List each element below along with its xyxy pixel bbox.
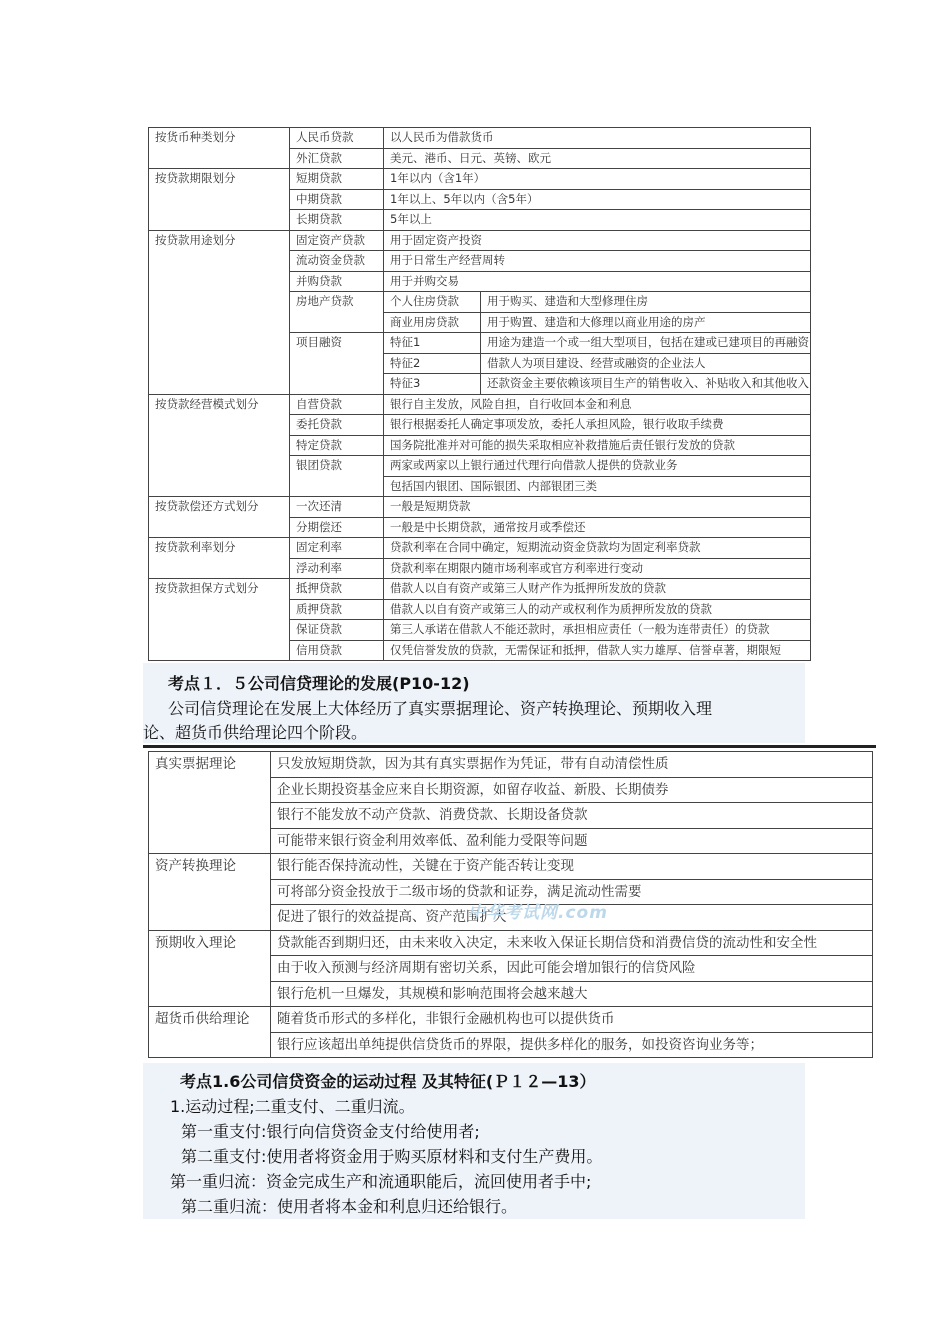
type-cell: 自营贷款 bbox=[290, 394, 384, 415]
desc-cell: 还款资金主要依赖该项目生产的销售收入、补贴收入和其他收入 bbox=[481, 374, 811, 395]
paragraph-line: 第二重归流：使用者将本金和利息归还给银行。 bbox=[181, 1197, 518, 1216]
paragraph-line: 公司信贷理论在发展上大体经历了真实票据理论、资产转换理论、预期收入理 bbox=[168, 699, 713, 718]
table-row bbox=[149, 497, 811, 518]
type-cell: 流动资金贷款 bbox=[290, 251, 384, 272]
desc-cell: 用于日常生产经营周转 bbox=[384, 251, 811, 272]
theory-point-cell: 贷款能否到期归还，由未来收入决定，未来收入保证长期信贷和消费信贷的流动性和安全性 bbox=[271, 930, 873, 956]
theory-point-cell: 企业长期投资基金应来自长期资源，如留存收益、新股、长期债券 bbox=[271, 777, 873, 803]
section-1-6 bbox=[143, 1063, 805, 1219]
desc-cell: 用于并购交易 bbox=[384, 271, 811, 292]
feature-cell: 特征3 bbox=[384, 374, 481, 395]
paragraph-line: 第一重支付:银行向信贷资金支付给使用者; bbox=[181, 1122, 480, 1141]
desc-cell: 5年以上 bbox=[384, 210, 811, 231]
desc-cell: 第三人承诺在借款人不能还款时，承担相应责任（一般为连带责任）的贷款 bbox=[384, 620, 811, 641]
type-cell: 银团贷款 bbox=[290, 456, 384, 497]
section-heading: 考点1.6公司信贷资金的运动过程 及其特征(Ｐ１２—13） bbox=[180, 1072, 596, 1091]
table-row bbox=[149, 930, 873, 956]
desc-cell: 两家或两家以上银行通过代理行向借款人提供的贷款业务 bbox=[384, 456, 811, 477]
subtype-cell: 商业用房贷款 bbox=[384, 312, 481, 333]
theory-name-cell: 预期收入理论 bbox=[149, 930, 271, 1007]
feature-cell: 特征2 bbox=[384, 353, 481, 374]
paragraph-line: 1.运动过程;二重支付、二重归流。 bbox=[170, 1097, 415, 1116]
type-cell: 一次还清 bbox=[290, 497, 384, 518]
theory-name-cell: 超货币供给理论 bbox=[149, 1007, 271, 1058]
desc-cell: 包括国内银团、国际银团、内部银团三类 bbox=[384, 476, 811, 497]
category-cell: 按贷款期限划分 bbox=[149, 169, 290, 231]
paragraph-line: 论、超货币供给理论四个阶段。 bbox=[143, 723, 368, 742]
desc-cell: 用于购置、建造和大修理以商业用途的房产 bbox=[481, 312, 811, 333]
desc-cell: 国务院批准并对可能的损失采取相应补救措施后责任银行发放的贷款 bbox=[384, 435, 811, 456]
type-cell: 分期偿还 bbox=[290, 517, 384, 538]
subtype-cell: 个人住房贷款 bbox=[384, 292, 481, 313]
theory-point-cell: 随着货币形式的多样化，非银行金融机构也可以提供货币 bbox=[271, 1007, 873, 1033]
desc-cell: 1年以上、5年以内（含5年） bbox=[384, 189, 811, 210]
desc-cell: 银行根据委托人确定事项发放，委托人承担风险，银行收取手续费 bbox=[384, 415, 811, 436]
type-cell: 中期贷款 bbox=[290, 189, 384, 210]
divider bbox=[143, 745, 876, 748]
desc-cell: 一般是短期贷款 bbox=[384, 497, 811, 518]
theory-point-cell: 可能带来银行资金利用效率低、盈利能力受限等问题 bbox=[271, 828, 873, 854]
category-cell: 按贷款利率划分 bbox=[149, 538, 290, 579]
type-cell: 外汇贷款 bbox=[290, 148, 384, 169]
theory-point-cell: 银行应该超出单纯提供信贷货币的界限，提供多样化的服务，如投资咨询业务等； bbox=[271, 1032, 873, 1058]
desc-cell: 银行自主发放，风险自担，自行收回本金和利息 bbox=[384, 394, 811, 415]
table-row bbox=[149, 752, 873, 778]
theory-point-cell: 促进了银行的效益提高、资产范围扩大 bbox=[271, 905, 873, 931]
theory-point-cell: 银行不能发放不动产贷款、消费贷款、长期设备贷款 bbox=[271, 803, 873, 829]
desc-cell: 1年以内（含1年） bbox=[384, 169, 811, 190]
desc-cell: 贷款利率在期限内随市场利率或官方利率进行变动 bbox=[384, 558, 811, 579]
category-cell: 按贷款经营模式划分 bbox=[149, 394, 290, 497]
type-cell: 固定利率 bbox=[290, 538, 384, 559]
desc-cell: 一般是中长期贷款，通常按月或季偿还 bbox=[384, 517, 811, 538]
theory-name-cell: 资产转换理论 bbox=[149, 854, 271, 931]
type-cell: 长期贷款 bbox=[290, 210, 384, 231]
table-row bbox=[149, 854, 873, 880]
section-1-5 bbox=[143, 663, 805, 743]
type-cell: 抵押贷款 bbox=[290, 579, 384, 600]
desc-cell: 借款人以自有资产或第三人的动产或权利作为质押所发放的贷款 bbox=[384, 599, 811, 620]
table-row bbox=[149, 538, 811, 559]
desc-cell: 贷款利率在合同中确定，短期流动资金贷款均为固定利率贷款 bbox=[384, 538, 811, 559]
theory-point-cell: 可将部分资金投放于二级市场的贷款和证券，满足流动性需要 bbox=[271, 879, 873, 905]
loan-classification-table bbox=[148, 127, 811, 661]
type-cell: 项目融资 bbox=[290, 333, 384, 395]
type-cell: 信用贷款 bbox=[290, 640, 384, 661]
type-cell: 房地产贷款 bbox=[290, 292, 384, 333]
desc-cell: 用于购买、建造和大型修理住房 bbox=[481, 292, 811, 313]
paragraph-line: 第二重支付:使用者将资金用于购买原材料和支付生产费用。 bbox=[181, 1147, 603, 1166]
desc-cell: 美元、港币、日元、英镑、欧元 bbox=[384, 148, 811, 169]
desc-cell: 借款人以自有资产或第三人财产作为抵押所发放的贷款 bbox=[384, 579, 811, 600]
category-cell: 按贷款用途划分 bbox=[149, 230, 290, 394]
type-cell: 人民币贷款 bbox=[290, 128, 384, 149]
table-row bbox=[149, 128, 811, 149]
type-cell: 特定贷款 bbox=[290, 435, 384, 456]
theory-point-cell: 只发放短期贷款，因为其有真实票据作为凭证，带有自动清偿性质 bbox=[271, 752, 873, 778]
theory-point-cell: 银行危机一旦爆发，其规模和影响范围将会越来越大 bbox=[271, 981, 873, 1007]
category-cell: 按货币种类划分 bbox=[149, 128, 290, 169]
table-row bbox=[149, 579, 811, 600]
desc-cell: 用途为建造一个或一组大型项目，包括在建或已建项目的再融资 bbox=[481, 333, 811, 354]
type-cell: 质押贷款 bbox=[290, 599, 384, 620]
table-row bbox=[149, 1007, 873, 1033]
watermark: 中华考试网.com bbox=[468, 903, 608, 923]
table-row bbox=[149, 394, 811, 415]
category-cell: 按贷款担保方式划分 bbox=[149, 579, 290, 661]
type-cell: 委托贷款 bbox=[290, 415, 384, 436]
table-row bbox=[149, 230, 811, 251]
feature-cell: 特征1 bbox=[384, 333, 481, 354]
type-cell: 浮动利率 bbox=[290, 558, 384, 579]
type-cell: 固定资产贷款 bbox=[290, 230, 384, 251]
paragraph-line: 第一重归流：资金完成生产和流通职能后，流回使用者手中; bbox=[170, 1172, 592, 1191]
desc-cell: 以人民币为借款货币 bbox=[384, 128, 811, 149]
type-cell: 短期贷款 bbox=[290, 169, 384, 190]
theory-point-cell: 银行能否保持流动性，关键在于资产能否转让变现 bbox=[271, 854, 873, 880]
type-cell: 保证贷款 bbox=[290, 620, 384, 641]
section-heading: 考点１．５公司信贷理论的发展(P10-12) bbox=[168, 674, 470, 693]
theory-name-cell: 真实票据理论 bbox=[149, 752, 271, 854]
type-cell: 并购贷款 bbox=[290, 271, 384, 292]
theory-point-cell: 由于收入预测与经济周期有密切关系，因此可能会增加银行的信贷风险 bbox=[271, 956, 873, 982]
desc-cell: 用于固定资产投资 bbox=[384, 230, 811, 251]
table-row bbox=[149, 169, 811, 190]
desc-cell: 仅凭信誉发放的贷款，无需保证和抵押，借款人实力雄厚、信誉卓著，期限短 bbox=[384, 640, 811, 661]
category-cell: 按贷款偿还方式划分 bbox=[149, 497, 290, 538]
desc-cell: 借款人为项目建设、经营或融资的企业法人 bbox=[481, 353, 811, 374]
